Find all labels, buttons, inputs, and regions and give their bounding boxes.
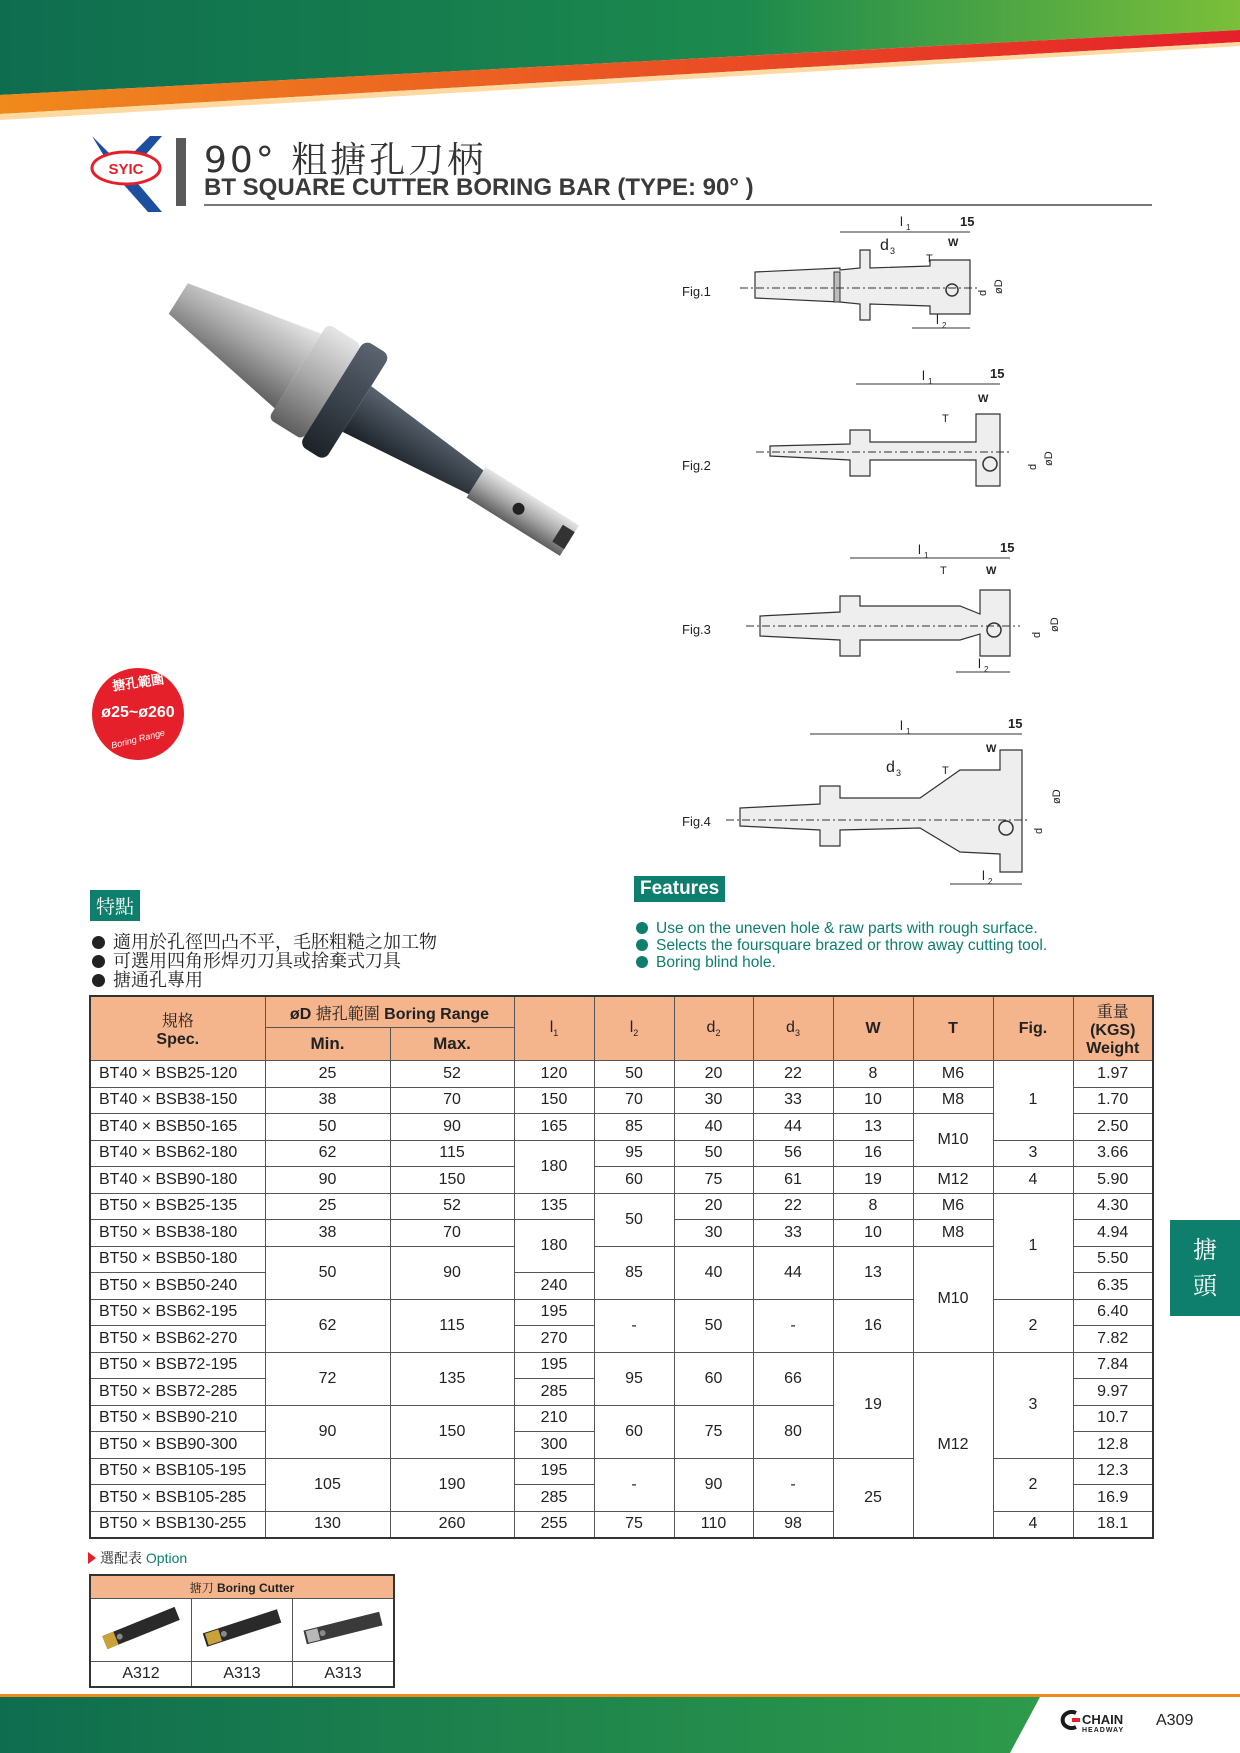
header-banner [0,0,1240,120]
header-fig-text: Fig. [1018,1019,1048,1037]
triangle-icon [88,1552,96,1564]
cell-w: 16 [833,1140,913,1167]
title-accent-bar [176,138,186,206]
header-range-zh: 搪孔範圍 [315,1005,380,1023]
cell-d2: 90 [674,1458,753,1511]
table-row [90,1458,1153,1485]
syic-logo [88,132,166,214]
cell-weight: 12.3 [1073,1458,1153,1485]
feature-zh-1-text: 適用於孔徑凹凸不平，毛胚粗糙之加工物 [113,932,437,953]
fig-3-label: Fig.3 [682,622,711,637]
header-d2 [674,996,753,1061]
page-title-zh: 90° 粗搪孔刀柄 [204,140,487,181]
cell-min: 50 [265,1114,390,1141]
cell-spec: BT50 × BSB38-180 [90,1220,265,1247]
cell-d2: 20 [674,1061,753,1088]
cell-l1: 195 [514,1299,594,1326]
cell-min: 72 [265,1352,390,1405]
cell-d3: 61 [753,1167,833,1194]
fig1-l2-sub: 2 [942,321,947,330]
cell-min: 62 [265,1140,390,1167]
product-photo [100,250,600,590]
fig3-l2-sub: 2 [984,665,989,674]
fig4-t: T [942,765,949,777]
chain-headway-icon [1056,1710,1080,1730]
cell-max: 135 [390,1352,514,1405]
cell-l1: 195 [514,1458,594,1485]
cell-l1: 270 [514,1326,594,1353]
header-fig [993,996,1073,1061]
cell-l1: 135 [514,1193,594,1220]
cell-weight: 4.30 [1073,1193,1153,1220]
option-title [88,1548,187,1568]
cell-w: 10 [833,1220,913,1247]
feature-en-2 [636,937,1047,955]
cell-l2: - [594,1299,674,1352]
cutter-label-1: A312 [90,1662,192,1688]
fig4-d2: d [1033,827,1045,834]
cell-d2: 50 [674,1299,753,1352]
fig4-d3-sub: 3 [896,768,902,778]
logo-text: SYIC [108,161,144,178]
fig3-w: W [986,565,997,577]
header-d2-text: d [706,1018,716,1036]
cell-max: 52 [390,1061,514,1088]
cell-d3: 33 [753,1220,833,1247]
cell-max: 260 [390,1511,514,1538]
cutter-icon [96,1603,186,1653]
fig1-l2: l [936,312,939,327]
cell-d3: 44 [753,1114,833,1141]
cell-fig: 1 [993,1061,1073,1141]
header-l1 [514,996,594,1061]
cell-w: 13 [833,1246,913,1299]
cell-l2: 95 [594,1352,674,1405]
cell-spec: BT50 × BSB50-180 [90,1246,265,1273]
cell-weight: 10.7 [1073,1405,1153,1432]
option-header-en: Boring Cutter [217,1580,295,1595]
table-row [90,1193,1153,1220]
cell-weight: 3.66 [1073,1140,1153,1167]
features-en-tag: Features [634,876,725,902]
header-weight-en: Weight [1086,1040,1140,1057]
cell-spec: BT40 × BSB50-165 [90,1114,265,1141]
header-min: Min. [265,1028,390,1061]
fig2-od: øD [1043,451,1055,466]
cell-l1: 195 [514,1352,594,1379]
cell-w: 19 [833,1167,913,1194]
feature-en-1-text: Use on the uneven hole & raw parts with rough surface. [656,920,1038,937]
cell-d3: - [753,1458,833,1511]
table-row [90,1140,1153,1167]
cell-l2: 85 [594,1114,674,1141]
cell-max: 115 [390,1299,514,1352]
header-d3 [753,996,833,1061]
cell-d3: 98 [753,1511,833,1538]
fig2-15: 15 [990,366,1005,381]
cell-w: 16 [833,1299,913,1352]
cell-l2: 50 [594,1061,674,1088]
fig4-l1-sub: 1 [906,727,911,736]
page-number: A309 [1156,1712,1194,1729]
header-boring-range [265,996,514,1028]
cell-spec: BT50 × BSB105-285 [90,1485,265,1512]
cell-min: 62 [265,1299,390,1352]
cell-w: 10 [833,1087,913,1114]
cell-w: 19 [833,1352,913,1458]
cell-l1: 150 [514,1087,594,1114]
badge-en: Boring Range [110,727,166,751]
fig-4 [682,716,1063,886]
cell-spec: BT50 × BSB62-270 [90,1326,265,1353]
cell-spec: BT50 × BSB90-210 [90,1405,265,1432]
cell-d3: 80 [753,1405,833,1458]
cutter-image-2 [192,1599,293,1662]
cell-l1: 120 [514,1061,594,1088]
cell-max: 90 [390,1246,514,1299]
cell-spec: BT50 × BSB90-300 [90,1432,265,1459]
cell-d3: 66 [753,1352,833,1405]
cell-spec: BT50 × BSB50-240 [90,1273,265,1300]
header-spec [90,996,265,1061]
cell-w: 25 [833,1458,913,1538]
cell-d2: 30 [674,1220,753,1247]
fig4-l2-sub: 2 [988,877,993,886]
fig1-d3-sub: 3 [890,246,896,256]
cell-d3: 22 [753,1193,833,1220]
header-w-text: W [865,1019,881,1037]
cell-d3: 56 [753,1140,833,1167]
cell-min: 25 [265,1061,390,1088]
fig1-l1-sub: 1 [906,223,911,232]
header-d3-text: d [786,1018,795,1036]
cell-max: 70 [390,1087,514,1114]
header-weight-zh: 重量 [1096,1004,1129,1021]
cell-weight: 9.97 [1073,1379,1153,1406]
header-range-pre: øD [289,1005,312,1023]
cell-spec: BT40 × BSB90-180 [90,1167,265,1194]
fig-2-label: Fig.2 [682,458,711,473]
cutter-image-1 [90,1599,192,1662]
cell-d2: 110 [674,1511,753,1538]
page-title-en: BT SQUARE CUTTER BORING BAR (TYPE: 90° ) [204,174,754,201]
cell-weight: 5.50 [1073,1246,1153,1273]
cell-t: M12 [913,1167,993,1194]
cell-l2: 70 [594,1087,674,1114]
cell-t: M6 [913,1193,993,1220]
badge-range: ø25~ø260 [101,704,175,721]
cell-max: 150 [390,1167,514,1194]
fig-2 [682,366,1055,486]
cell-fig: 3 [993,1352,1073,1458]
header-l1-text: l [549,1018,554,1036]
cell-l1: 300 [514,1432,594,1459]
cell-min: 25 [265,1193,390,1220]
cell-l2: 60 [594,1405,674,1458]
fig1-d2: d [977,289,989,296]
badge-zh: 搪孔範圍 [111,671,165,694]
cell-d2: 20 [674,1193,753,1220]
fig-4-label: Fig.4 [682,814,711,829]
cell-weight: 4.94 [1073,1220,1153,1247]
cell-d2: 30 [674,1087,753,1114]
header-t-text: T [948,1019,958,1037]
fig4-w: W [986,743,997,755]
cell-spec: BT50 × BSB25-135 [90,1193,265,1220]
table-row [90,1352,1153,1379]
fig3-t: T [940,565,947,577]
cell-spec: BT40 × BSB38-150 [90,1087,265,1114]
cell-spec: BT40 × BSB62-180 [90,1140,265,1167]
fig-3 [682,540,1061,674]
cell-t: M12 [913,1352,993,1538]
table-row [90,1167,1153,1194]
cell-max: 190 [390,1458,514,1511]
cell-fig: 3 [993,1140,1073,1167]
cell-d2: 40 [674,1114,753,1141]
footer-brand-sub: HEADWAY [1082,1727,1125,1734]
cell-w: 13 [833,1114,913,1141]
cell-t: M10 [913,1114,993,1167]
option-title-en: Option [145,1550,188,1566]
cell-d2: 50 [674,1140,753,1167]
header-spec-en: Spec. [156,1031,200,1048]
cutter-icon [298,1603,388,1653]
fig1-w: W [948,237,959,249]
option-title-zh: 選配表 [100,1550,142,1566]
cell-w: 8 [833,1061,913,1088]
table-row [90,1061,1153,1088]
fig4-d3: d [886,759,895,776]
fig3-l1-sub: 1 [924,551,929,560]
cell-max: 115 [390,1140,514,1167]
fig4-l2: l [982,868,985,883]
cell-max: 90 [390,1114,514,1141]
cell-weight: 12.8 [1073,1432,1153,1459]
cell-weight: 7.82 [1073,1326,1153,1353]
header-t [913,996,993,1061]
cell-fig: 4 [993,1167,1073,1194]
cell-weight: 5.90 [1073,1167,1153,1194]
cell-l1: 165 [514,1114,594,1141]
feature-zh-3 [92,966,203,992]
fig1-l1: l [900,214,903,229]
cutter-image-3 [293,1599,395,1662]
header-l2-sub: 2 [633,1028,639,1039]
cell-l1: 255 [514,1511,594,1538]
cell-l1: 285 [514,1379,594,1406]
cell-fig: 2 [993,1299,1073,1352]
feature-zh-3-text: 搪通孔專用 [113,970,203,991]
footer-brand-main: CHAIN [1082,1712,1124,1727]
cell-weight: 7.84 [1073,1352,1153,1379]
fig4-od: øD [1051,789,1063,804]
fig3-15: 15 [1000,540,1015,555]
fig-1-label: Fig.1 [682,284,711,299]
fig2-w: W [978,393,989,405]
cell-min: 90 [265,1167,390,1194]
side-tab-line1: 搪 [1193,1236,1217,1264]
fig2-d2: d [1027,463,1039,470]
cell-t: M6 [913,1061,993,1088]
cell-l2: - [594,1458,674,1511]
header-max: Max. [390,1028,514,1061]
fig3-l2: l [978,656,981,671]
cell-l2: 95 [594,1140,674,1167]
header-w [833,996,913,1061]
fig2-l1: l [922,368,925,383]
cell-l1: 285 [514,1485,594,1512]
header-range-en: Boring Range [384,1005,490,1023]
cell-l1: 240 [514,1273,594,1300]
technical-drawings [660,210,1080,900]
cell-w: 8 [833,1193,913,1220]
cell-min: 38 [265,1220,390,1247]
header-d2-sub: 2 [715,1028,721,1039]
option-header [90,1575,394,1599]
cell-t: M8 [913,1220,993,1247]
header-weight [1073,996,1153,1061]
fig3-od: øD [1049,617,1061,632]
cell-max: 70 [390,1220,514,1247]
cell-d3: 33 [753,1087,833,1114]
cell-weight: 6.35 [1073,1273,1153,1300]
fig3-d2: d [1031,631,1043,638]
cell-fig: 1 [993,1193,1073,1299]
cell-d2: 75 [674,1167,753,1194]
header-l2-text: l [629,1018,634,1036]
fig2-t: T [942,413,949,425]
option-table [89,1574,395,1688]
cell-l2: 50 [594,1193,674,1246]
fig1-d3: d [880,237,889,254]
cell-d2: 40 [674,1246,753,1299]
cutter-label-2: A313 [192,1662,293,1688]
cell-min: 50 [265,1246,390,1299]
cell-weight: 1.70 [1073,1087,1153,1114]
cell-t: M8 [913,1087,993,1114]
cell-min: 38 [265,1087,390,1114]
table-row [90,1299,1153,1326]
cell-d2: 60 [674,1352,753,1405]
cell-max: 52 [390,1193,514,1220]
cell-weight: 6.40 [1073,1299,1153,1326]
spec-table [89,995,1154,1539]
footer-banner [0,1694,1240,1753]
feature-en-3 [636,954,776,972]
fig3-l1: l [918,542,921,557]
cell-spec: BT50 × BSB72-285 [90,1379,265,1406]
cell-l2: 85 [594,1246,674,1299]
cell-spec: BT50 × BSB72-195 [90,1352,265,1379]
cell-fig: 2 [993,1458,1073,1511]
cell-weight: 1.97 [1073,1061,1153,1088]
fig4-l1: l [900,718,903,733]
cell-min: 105 [265,1458,390,1511]
header-weight-unit: (KGS) [1090,1022,1136,1039]
fig4-15: 15 [1008,716,1023,731]
feature-en-3-text: Boring blind hole. [656,954,776,971]
fig-1 [682,214,1005,330]
cell-min: 90 [265,1405,390,1458]
fig2-l1-sub: 1 [928,377,933,386]
cell-l1: 180 [514,1220,594,1273]
header-spec-zh: 規格 [161,1013,194,1030]
header-d3-sub: 3 [794,1028,800,1039]
fig1-t: T [926,253,933,265]
cell-l1: 180 [514,1140,594,1193]
cell-spec: BT50 × BSB62-195 [90,1299,265,1326]
cell-spec: BT50 × BSB105-195 [90,1458,265,1485]
cutter-label-3: A313 [293,1662,395,1688]
cell-d3: 44 [753,1246,833,1299]
cell-max: 150 [390,1405,514,1458]
cell-weight: 16.9 [1073,1485,1153,1512]
cell-d2: 75 [674,1405,753,1458]
option-header-zh: 搪刀 [189,1580,214,1595]
cell-t: M10 [913,1246,993,1352]
table-row [90,1511,1153,1538]
cell-weight: 18.1 [1073,1511,1153,1538]
footer-brand [1082,1712,1124,1734]
cell-min: 130 [265,1511,390,1538]
feature-zh-2-text: 可選用四角形焊刃刀具或捨棄式刀具 [113,951,401,972]
feature-en-1 [636,920,1038,938]
cell-d3: 22 [753,1061,833,1088]
section-side-tab[interactable] [1170,1220,1240,1316]
title-underline [204,204,1152,206]
fig1-15: 15 [960,214,975,229]
cell-weight: 2.50 [1073,1114,1153,1141]
cell-l2: 60 [594,1167,674,1194]
cutter-icon [197,1603,287,1653]
cell-l1: 210 [514,1405,594,1432]
cell-spec: BT40 × BSB25-120 [90,1061,265,1088]
cell-spec: BT50 × BSB130-255 [90,1511,265,1538]
cell-l2: 75 [594,1511,674,1538]
header-l2 [594,996,674,1061]
fig1-od: øD [993,279,1005,294]
side-tab-line2: 頭 [1193,1272,1217,1300]
cell-fig: 4 [993,1511,1073,1538]
feature-en-2-text: Selects the foursquare brazed or throw away cutting tool. [656,937,1048,954]
features-zh-tag: 特點 [90,890,140,921]
header-l1-sub: 1 [553,1028,559,1039]
boring-range-badge [92,668,184,760]
cell-d3: - [753,1299,833,1352]
